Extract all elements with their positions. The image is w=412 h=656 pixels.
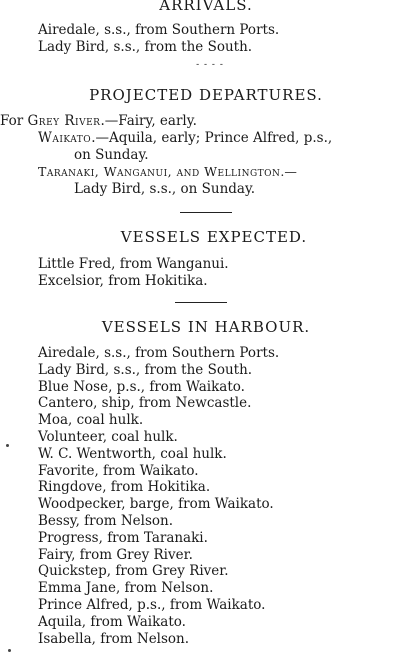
harbour-item: Progress, from Taranaki.	[38, 529, 208, 546]
harbour-item: Emma Jane, from Nelson.	[38, 580, 214, 597]
departure-destination: Waikato	[38, 130, 92, 146]
departures-heading: PROJECTED DEPARTURES.	[89, 86, 323, 104]
harbour-item: Favorite, from Waikato.	[38, 462, 199, 479]
departure-line: Lady Bird, s.s., on Sunday.	[74, 181, 256, 197]
harbour-item: Prince Alfred, p.s., from Waikato.	[38, 597, 266, 613]
departure-details: .—Aquila, early; Prince Alfred, p.s.,	[91, 130, 333, 146]
harbour-item: Volunteer, coal hulk.	[38, 429, 178, 445]
harbour-item: Fairy, from Grey River.	[38, 546, 193, 563]
departure-line: on Sunday.	[74, 147, 149, 163]
expected-item: Little Fred, from Wanganui.	[38, 256, 229, 272]
departure-line	[0, 113, 197, 129]
harbour-item: Lady Bird, s.s., from the South.	[38, 361, 253, 378]
expected-heading: VESSELS EXPECTED.	[120, 228, 308, 246]
harbour-heading: VESSELS IN HARBOUR.	[101, 318, 311, 336]
harbour-item: Aquila, from Waikato.	[38, 613, 186, 630]
harbour-item: Moa, coal hulk.	[38, 412, 144, 429]
departure-destination: Grey River	[27, 113, 101, 129]
harbour-item: Ringdove, from Hokitika.	[38, 479, 211, 496]
harbour-item: Woodpecker, barge, from Waikato.	[38, 496, 274, 513]
harbour-item: Quickstep, from Grey River.	[38, 563, 229, 580]
harbour-item: Airedale, s.s., from Southern Ports.	[38, 345, 280, 361]
print-speck	[6, 444, 9, 447]
arrival-item: Airedale, s.s., from Southern Ports.	[38, 22, 280, 38]
expected-item: Excelsior, from Hokitika.	[38, 273, 208, 289]
section-rule	[180, 212, 232, 213]
departure-line	[38, 164, 297, 180]
departure-details: .—	[280, 164, 297, 179]
departure-destination: Taranaki, Wanganui, and Wellington	[38, 164, 281, 179]
harbour-item: Blue Nose, p.s., from Waikato.	[38, 378, 245, 395]
section-rule	[175, 302, 227, 303]
harbour-item: Bessy, from Nelson.	[38, 513, 174, 529]
harbour-item: Cantero, ship, from Newcastle.	[38, 395, 252, 412]
print-speck	[8, 649, 11, 652]
departure-details: .—Fairy, early.	[100, 113, 197, 129]
departure-line	[38, 130, 332, 146]
arrival-item: Lady Bird, s.s., from the South.	[38, 39, 253, 55]
arrivals-heading: ARRIVALS.	[159, 0, 253, 14]
harbour-item: W. C. Wentworth, coal hulk.	[38, 445, 227, 462]
departure-for-label: For	[0, 113, 24, 129]
harbour-item: Isabella, from Nelson.	[38, 630, 190, 647]
section-divider: - - - -	[196, 60, 224, 70]
